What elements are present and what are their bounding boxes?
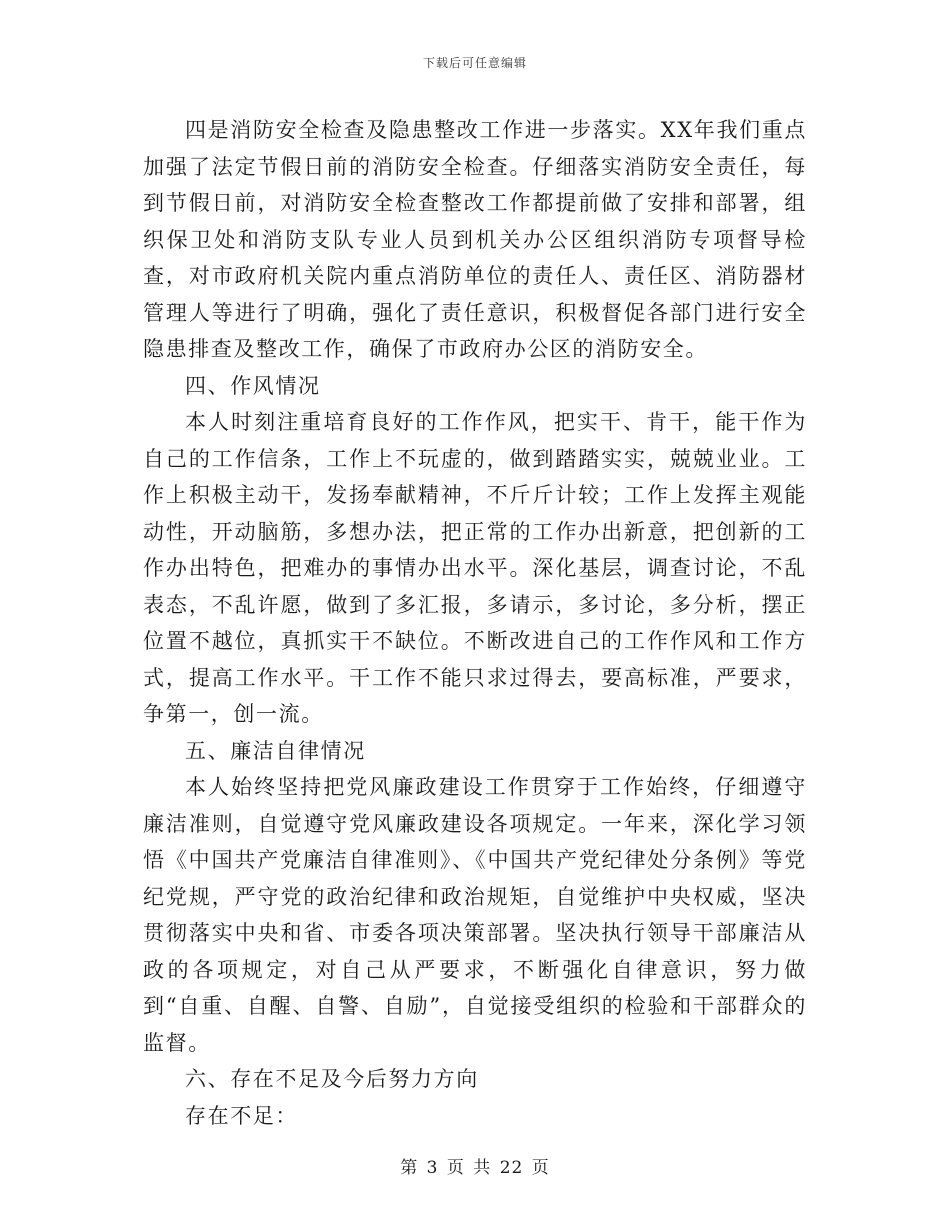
section-heading-integrity: 五、廉洁自律情况	[185, 738, 366, 763]
section-heading-shortcomings: 六、存在不足及今后努力方向	[185, 1067, 479, 1091]
page-footer: 第 3 页 共 22 页	[400, 1158, 550, 1178]
paragraph-fire-safety: 四是消防安全检查及隐患整改工作进一步落实。XX年我们重点加强了法定节假日前的消防安全检查。仔细落实消防安全责任，每到节假日前，对消防安全检查整改工作都提前做了安排和部署，组织保卫处和消防支队专业人员到机关办公区组织消防专项督导检查，对市政府机关院内重点消防单位的责任人、责任区、消防器材管理人等进行了明确，强化了责任意识，积极督促各部门进行安全隐患排查及整改工作，确保了市政府办公区的消防安全。	[143, 118, 807, 361]
page-header: 下载后可任意编辑	[422, 56, 527, 70]
paragraph-integrity: 本人始终坚持把党风廉政建设工作贯穿于工作始终，仔细遵守廉洁准则，自觉遵守党风廉政建设各项规定。一年来，深化学习领悟《中国共产党廉洁自律准则》、《中国共产党纪律处分条例》等党纪党规，严守党的政治纪律和政治规矩，自觉维护中央权威，坚决贯彻落实中央和省、市委各项决策部署。坚决执行领导干部廉洁从政的各项规定，对自己从严要求，不断强化自律意识，努力做到“自重、自醒、自警、自励”，自觉接受组织的检验和干部群众的监督。	[143, 775, 807, 1055]
paragraph-work-style: 本人时刻注重培育良好的工作作风，把实干、肯干，能干作为自己的工作信条，工作上不玩虚的，做到踏踏实实，兢兢业业。工作上积极主动干，发扬奉献精神，不斤斤计较；工作上发挥主观能动性，开动脑筋，多想办法，把正常的工作办出新意，把创新的工作办出特色，把难办的事情办出水平。深化基层，调查讨论，不乱表态，不乱许愿，做到了多汇报，多请示，多讨论，多分析，摆正位置不越位，真抓实干不缺位。不断改进自己的工作作风和工作方式，提高工作水平。干工作不能只求过得去，要高标准，严要求，争第一，创一流。	[143, 410, 807, 726]
paragraph-shortcomings-label: 存在不足：	[185, 1103, 298, 1128]
section-heading-work-style: 四、作风情况	[185, 373, 321, 398]
document-body	[143, 112, 807, 1134]
